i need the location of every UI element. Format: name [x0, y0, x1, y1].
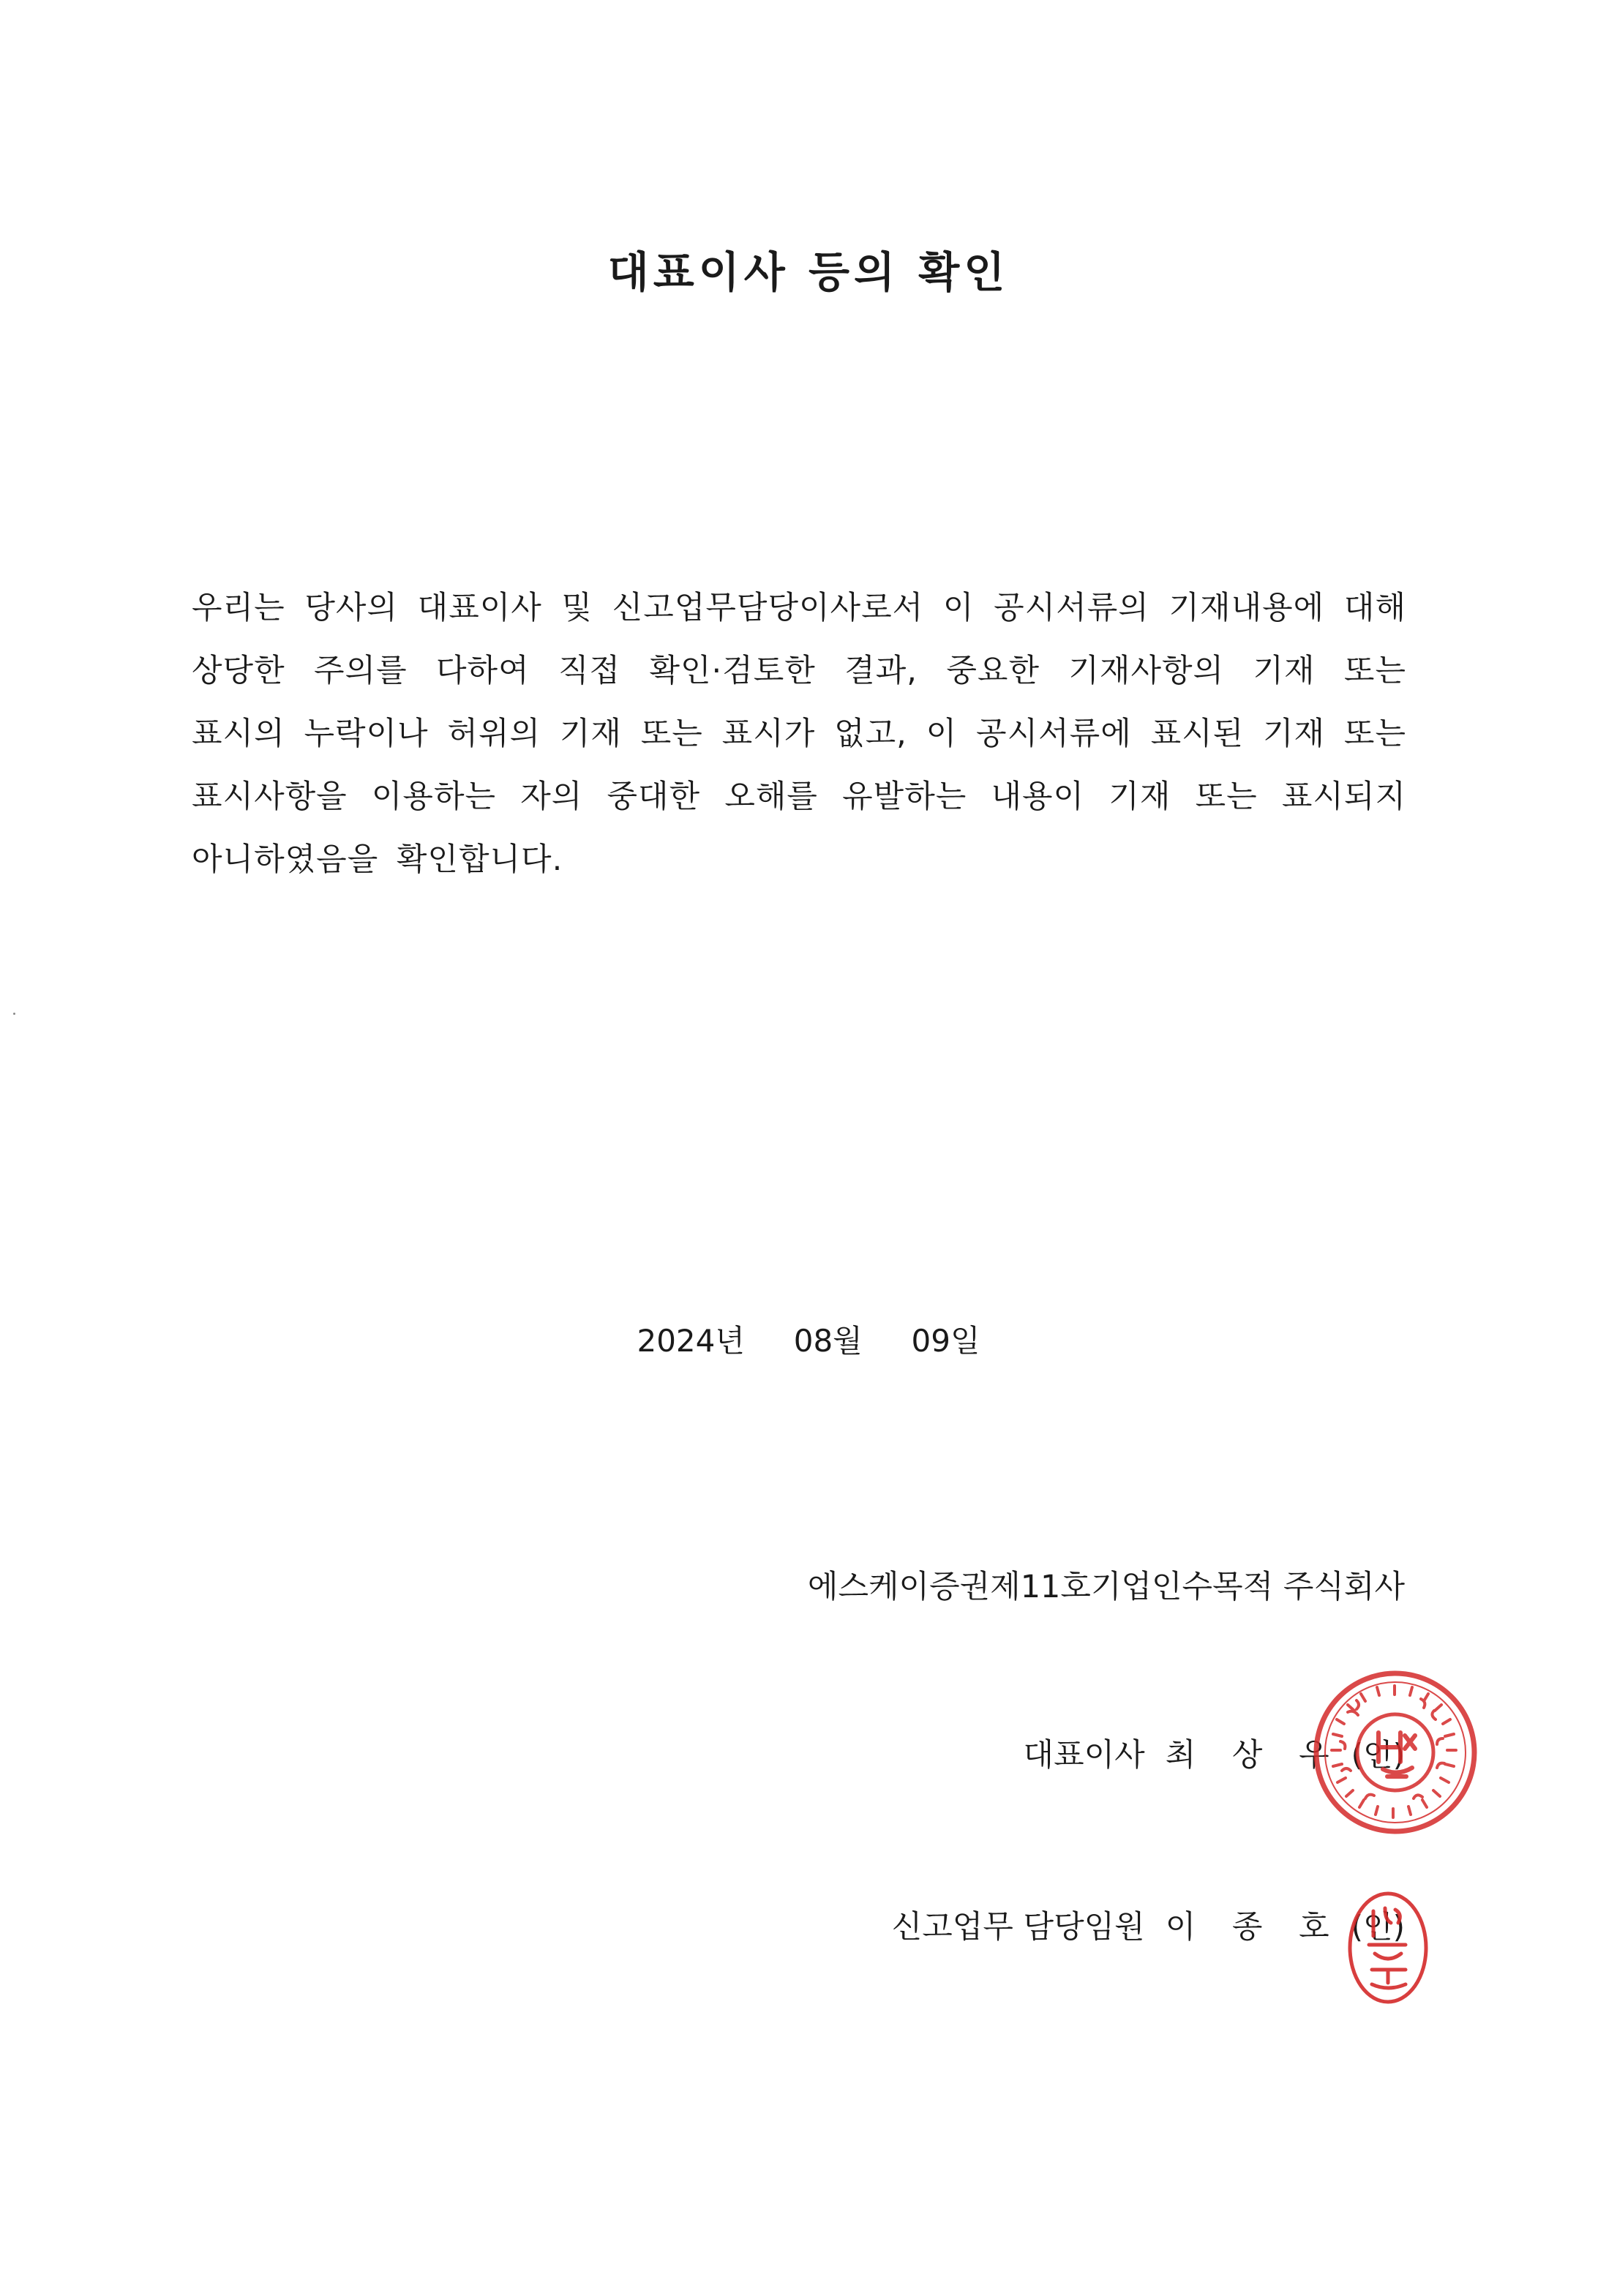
company-name: 에스케이증권제11호기업인수목적 주식회사 — [807, 1569, 1405, 1605]
document-title: 대표이사 등의 확인 — [607, 247, 1010, 297]
officer-signature-line — [892, 1902, 1405, 1947]
date-year: 2024년 — [637, 1323, 745, 1359]
document-date — [0, 1317, 1617, 1361]
date-month: 08월 — [793, 1323, 863, 1359]
date-day: 09일 — [911, 1323, 980, 1359]
ceo-seal-mark: (인) — [1351, 1737, 1405, 1773]
confirmation-statement: 우리는 당사의 대표이사 및 신고업무담당이사로서 이 공시서류의 기재내용에 대해 상당한 주의를 다하여 직접 확인·검토한 결과, 중요한 기재사항의 기재 또는 표시의 누락이나 허위의 기재 또는 표시가 없고, 이 공시서류에 표시된 기재 또는 표시사항을 이용하는 자의 중대한 오해를 유발하는 내용이 기재 또는 표시되지 아니하였음을 확인합니다. — [192, 590, 1406, 878]
officer-role: 신고업무 담당임원 — [891, 1909, 1145, 1946]
officer-name: 이 종 호 — [1165, 1909, 1343, 1946]
scan-speck — [13, 1013, 15, 1015]
ceo-role: 대표이사 — [1023, 1737, 1145, 1774]
ceo-signature-line — [1024, 1730, 1405, 1775]
ceo-name: 최 상 우 — [1165, 1737, 1343, 1774]
officer-seal-mark: (인) — [1351, 1909, 1405, 1945]
